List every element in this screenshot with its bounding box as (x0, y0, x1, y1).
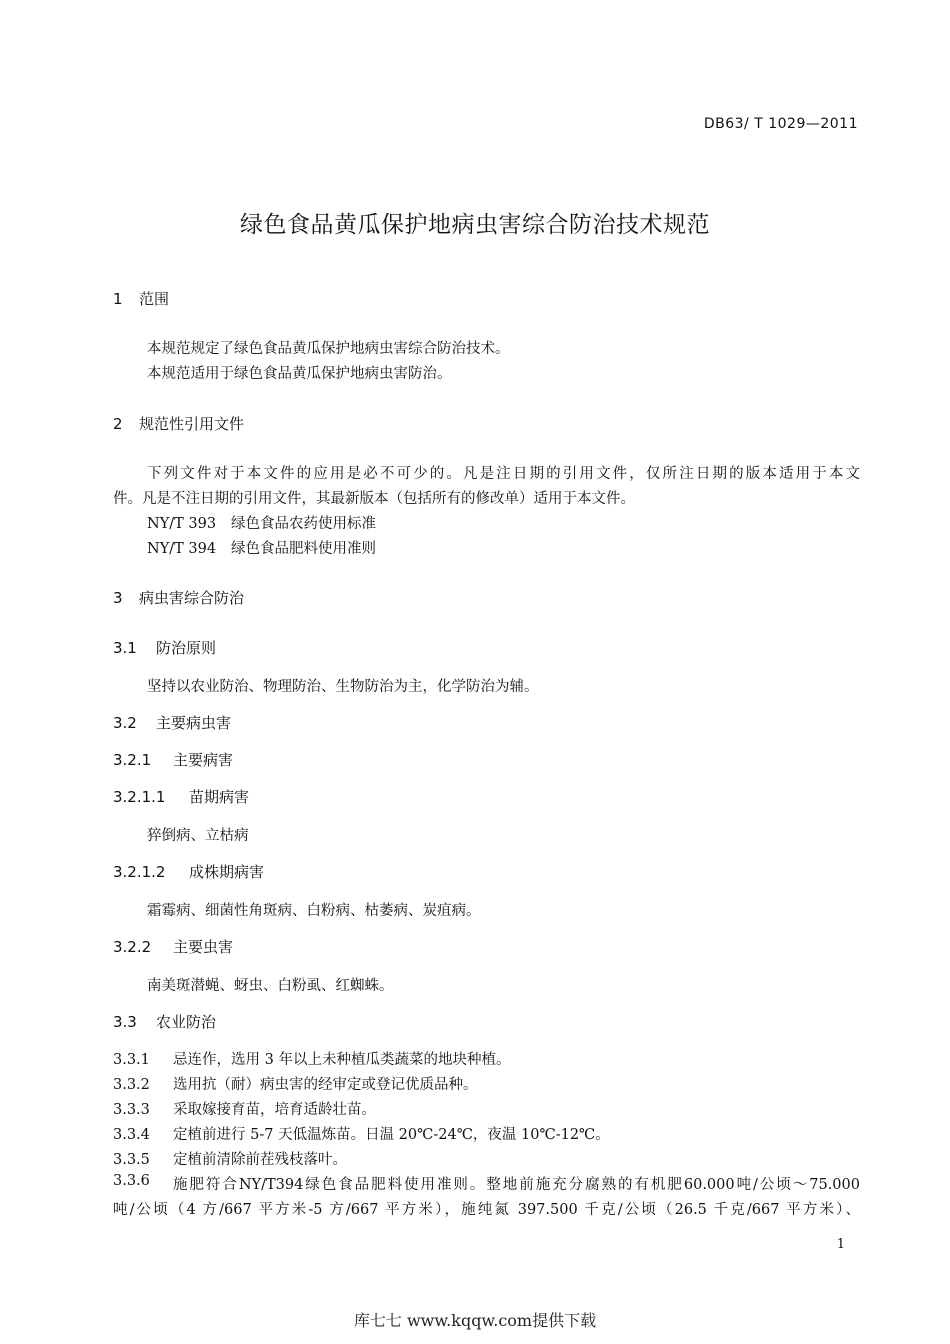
item-text: 忌连作，选用 3 年以上未种植瓜类蔬菜的地块种植。 (173, 1052, 511, 1068)
section-number: 3 (113, 589, 123, 607)
section-number: 3.2.1.2 (113, 863, 166, 881)
section-number: 3.2.1 (113, 751, 152, 769)
paragraph: 猝倒病、立枯病 (147, 828, 249, 844)
section-title: 范围 (139, 290, 170, 308)
paragraph: 坚持以农业防治、物理防治、生物防治为主，化学防治为辅。 (147, 679, 539, 695)
item-text-line: 施肥符合NY/T394绿色食品肥料使用准则。整地前施充分腐熟的有机肥60.000吨/公顷～75.000 (173, 1177, 860, 1193)
document-number: DB63/ T 1029—2011 (703, 116, 858, 132)
item-number: 3.3.5 (113, 1152, 150, 1168)
section-number: 3.2.2 (113, 938, 152, 956)
reference-code: NY/T 394 (147, 541, 217, 557)
section-number: 3.2.1.1 (113, 788, 166, 806)
section-1-heading (113, 288, 169, 309)
section-title: 规范性引用文件 (139, 415, 245, 433)
item-number: 3.3.1 (113, 1052, 150, 1068)
reference-name: 绿色食品农药使用标准 (231, 516, 376, 532)
subsection-3-2-heading (113, 712, 231, 733)
paragraph-line: 件。凡是不注日期的引用文件，其最新版本（包括所有的修改单）适用于本文件。 (113, 491, 635, 507)
item-number: 3.3.4 (113, 1127, 150, 1143)
paragraph-line: 下列文件对于本文件的应用是必不可少的。凡是注日期的引用文件，仅所注日期的版本适用于本文 (147, 466, 860, 482)
item-text: 定植前清除前茬残枝落叶。 (173, 1152, 347, 1168)
section-number: 3.1 (113, 639, 137, 657)
list-item (113, 1098, 376, 1119)
document-title: 绿色食品黄瓜保护地病虫害综合防治技术规范 (240, 212, 710, 238)
section-title: 主要病虫害 (156, 714, 232, 732)
reference-code: NY/T 393 (147, 516, 217, 532)
paragraph: 本规范适用于绿色食品黄瓜保护地病虫害防治。 (147, 366, 452, 382)
item-text: 采取嫁接育苗，培育适龄壮苗。 (173, 1102, 376, 1118)
section-title: 防治原则 (156, 639, 217, 657)
section-number: 3.2 (113, 714, 137, 732)
section-title: 主要病害 (173, 751, 234, 769)
list-item-3-3-6-number (113, 1173, 173, 1189)
section-title: 病虫害综合防治 (139, 589, 245, 607)
item-text: 定植前进行 5-7 天低温炼苗。日温 20℃-24℃，夜温 10℃-12℃。 (173, 1127, 610, 1143)
section-title: 成株期病害 (189, 863, 265, 881)
item-number: 3.3.6 (113, 1173, 150, 1189)
item-text: 选用抗（耐）病虫害的经审定或登记优质品种。 (173, 1077, 478, 1093)
section-title: 农业防治 (156, 1013, 217, 1031)
section-2-heading (113, 413, 244, 434)
subsection-3-2-1-heading (113, 749, 233, 770)
subsection-3-3-heading (113, 1011, 216, 1032)
item-number: 3.3.2 (113, 1077, 150, 1093)
reference-item (147, 537, 376, 558)
subsection-3-2-1-2-heading (113, 861, 264, 882)
subsection-3-2-1-1-heading (113, 786, 249, 807)
list-item (113, 1073, 478, 1094)
section-number: 1 (113, 290, 123, 308)
section-title: 主要虫害 (173, 938, 234, 956)
paragraph: 本规范规定了绿色食品黄瓜保护地病虫害综合防治技术。 (147, 341, 510, 357)
section-number: 2 (113, 415, 123, 433)
paragraph: 南美斑潜蝇、蚜虫、白粉虱、红蜘蛛。 (147, 978, 394, 994)
section-number: 3.3 (113, 1013, 137, 1031)
paragraph: 霜霉病、细菌性角斑病、白粉病、枯萎病、炭疽病。 (147, 903, 481, 919)
reference-name: 绿色食品肥料使用准则 (231, 541, 376, 557)
list-item (113, 1148, 347, 1169)
list-item (113, 1123, 610, 1144)
download-footer: 库七七 www.kqqw.com提供下载 (353, 1311, 597, 1330)
subsection-3-2-2-heading (113, 936, 233, 957)
subsection-3-1-heading (113, 637, 216, 658)
page-number: 1 (836, 1237, 845, 1252)
section-title: 苗期病害 (189, 788, 250, 806)
section-3-heading (113, 587, 244, 608)
list-item (113, 1048, 510, 1069)
reference-item (147, 512, 376, 533)
item-number: 3.3.3 (113, 1102, 150, 1118)
item-text-line: 吨/公顷（4 方/667 平方米-5 方/667 平方米），施纯氮 397.500 千克/公顷（26.5 千克/667 平方米）、 (113, 1202, 860, 1218)
